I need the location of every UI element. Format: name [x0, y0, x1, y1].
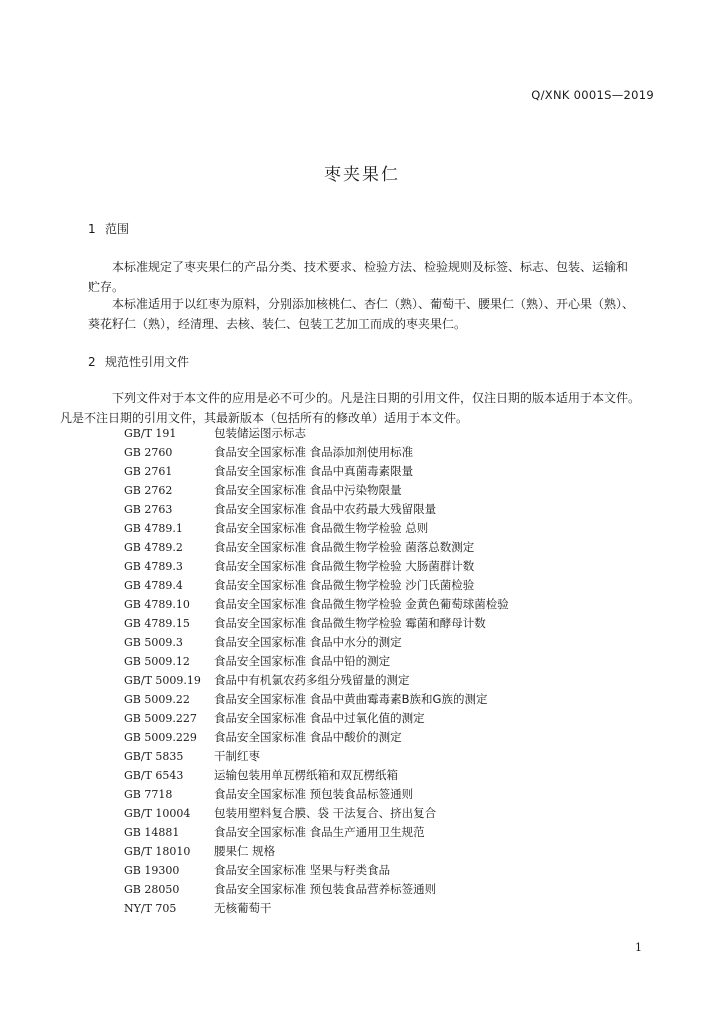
reference-code: NY/T 705 — [124, 902, 177, 915]
reference-code: GB 4789.2 — [124, 541, 183, 554]
reference-item — [124, 785, 509, 804]
scope-paragraph-2 — [88, 294, 660, 334]
reference-title: 食品安全国家标准 食品中真菌毒素限量 — [214, 464, 414, 478]
scope-paragraph-1 — [88, 257, 660, 297]
reference-code: GB/T 5009.19 — [124, 674, 201, 687]
reference-code: GB 28050 — [124, 883, 180, 896]
reference-code: GB 5009.12 — [124, 655, 190, 668]
reference-title: 食品安全国家标准 食品微生物学检验 金黄色葡萄球菌检验 — [214, 597, 509, 611]
reference-code: GB 5009.22 — [124, 693, 190, 706]
reference-title: 食品中有机氯农药多组分残留量的测定 — [214, 673, 410, 687]
reference-title: 食品安全国家标准 食品中过氧化值的测定 — [214, 711, 425, 725]
reference-code: GB 5009.227 — [124, 712, 197, 725]
reference-title: 食品安全国家标准 食品微生物学检验 总则 — [214, 521, 429, 535]
text-line: 葵花籽仁（熟），经清理、去核、装仁、包装工艺加工而成的枣夹果仁。 — [88, 317, 467, 331]
reference-title: 食品安全国家标准 食品生产通用卫生规范 — [214, 825, 425, 839]
section-number: 1 — [88, 222, 96, 236]
reference-item — [124, 766, 509, 785]
reference-title: 食品安全国家标准 食品添加剂使用标准 — [214, 445, 414, 459]
reference-code: GB/T 6543 — [124, 769, 184, 782]
section-title: 规范性引用文件 — [105, 355, 190, 369]
section-2-heading — [88, 353, 189, 370]
reference-item — [124, 424, 509, 443]
reference-item — [124, 709, 509, 728]
reference-code: GB 2763 — [124, 503, 173, 516]
reference-item — [124, 690, 509, 709]
reference-item — [124, 823, 509, 842]
reference-item — [124, 481, 509, 500]
reference-item — [124, 519, 509, 538]
reference-code: GB 14881 — [124, 826, 180, 839]
reference-title: 包装储运图示标志 — [214, 426, 306, 440]
reference-item — [124, 671, 509, 690]
reference-title: 食品安全国家标准 预包装食品标签通则 — [214, 787, 414, 801]
reference-item — [124, 747, 509, 766]
reference-title: 食品安全国家标准 食品微生物学检验 菌落总数测定 — [214, 540, 475, 554]
text-line: 贮存。 — [88, 280, 125, 294]
text-line: 本标准适用于以红枣为原料，分别添加核桃仁、杏仁（熟）、葡萄干、腰果仁（熟）、开心果（熟）、 — [112, 297, 635, 311]
reference-title: 食品安全国家标准 食品微生物学检验 沙门氏菌检验 — [214, 578, 475, 592]
reference-code: GB 2761 — [124, 465, 173, 478]
reference-item — [124, 557, 509, 576]
reference-title: 食品安全国家标准 食品微生物学检验 霉菌和酵母计数 — [214, 616, 486, 630]
reference-item — [124, 614, 509, 633]
reference-code: GB 2760 — [124, 446, 173, 459]
reference-item — [124, 861, 509, 880]
reference-title: 食品安全国家标准 食品中污染物限量 — [214, 483, 402, 497]
reference-code: GB 4789.10 — [124, 598, 190, 611]
reference-title: 食品安全国家标准 食品中黄曲霉毒素B族和G族的测定 — [214, 692, 488, 706]
reference-title: 包装用塑料复合膜、袋 干法复合、挤出复合 — [214, 806, 437, 820]
page-number: 1 — [635, 941, 642, 954]
reference-item — [124, 652, 509, 671]
reference-code: GB/T 10004 — [124, 807, 191, 820]
reference-title: 食品安全国家标准 食品微生物学检验 大肠菌群计数 — [214, 559, 475, 573]
reference-code: GB 7718 — [124, 788, 173, 801]
standard-code: Q/XNK 0001S—2019 — [531, 88, 654, 102]
reference-code: GB 19300 — [124, 864, 180, 877]
reference-title: 食品安全国家标准 食品中水分的测定 — [214, 635, 402, 649]
section-number: 2 — [88, 355, 96, 369]
reference-title: 食品安全国家标准 食品中酸价的测定 — [214, 730, 402, 744]
text-line: 下列文件对于本文件的应用是必不可少的。凡是注日期的引用文件，仅注日期的版本适用于本文件。 — [112, 391, 641, 405]
references-intro — [60, 388, 660, 428]
reference-item — [124, 576, 509, 595]
reference-title: 干制红枣 — [214, 749, 260, 763]
reference-title: 食品安全国家标准 食品中农药最大残留限量 — [214, 502, 437, 516]
document-title: 枣夹果仁 — [324, 165, 400, 185]
text-line: 本标准规定了枣夹果仁的产品分类、技术要求、检验方法、检验规则及标签、标志、包装、运输和 — [112, 260, 629, 274]
reference-code: GB/T 191 — [124, 427, 177, 440]
reference-title: 食品安全国家标准 坚果与籽类食品 — [214, 863, 391, 877]
reference-item — [124, 633, 509, 652]
reference-item — [124, 804, 509, 823]
reference-title: 无核葡萄干 — [214, 901, 272, 915]
reference-code: GB 5009.229 — [124, 731, 197, 744]
reference-code: GB/T 18010 — [124, 845, 191, 858]
reference-item — [124, 500, 509, 519]
reference-item — [124, 728, 509, 747]
reference-item — [124, 842, 509, 861]
section-title: 范围 — [105, 222, 130, 236]
reference-code: GB/T 5835 — [124, 750, 184, 763]
reference-code: GB 4789.4 — [124, 579, 183, 592]
reference-item — [124, 462, 509, 481]
reference-title: 食品安全国家标准 预包装食品营养标签通则 — [214, 882, 437, 896]
reference-item — [124, 538, 509, 557]
reference-code: GB 5009.3 — [124, 636, 183, 649]
reference-code: GB 4789.15 — [124, 617, 190, 630]
reference-item — [124, 899, 509, 918]
reference-code: GB 4789.3 — [124, 560, 183, 573]
reference-title: 运输包装用单瓦楞纸箱和双瓦楞纸箱 — [214, 768, 398, 782]
reference-title: 食品安全国家标准 食品中铅的测定 — [214, 654, 391, 668]
reference-title: 腰果仁 规格 — [214, 844, 276, 858]
reference-list — [124, 424, 509, 918]
reference-code: GB 2762 — [124, 484, 173, 497]
reference-item — [124, 595, 509, 614]
section-1-heading — [88, 220, 129, 237]
text-line: 凡是不注日期的引用文件，其最新版本（包括所有的修改单）适用于本文件。 — [60, 411, 469, 425]
reference-item — [124, 880, 509, 899]
reference-code: GB 4789.1 — [124, 522, 183, 535]
reference-item — [124, 443, 509, 462]
